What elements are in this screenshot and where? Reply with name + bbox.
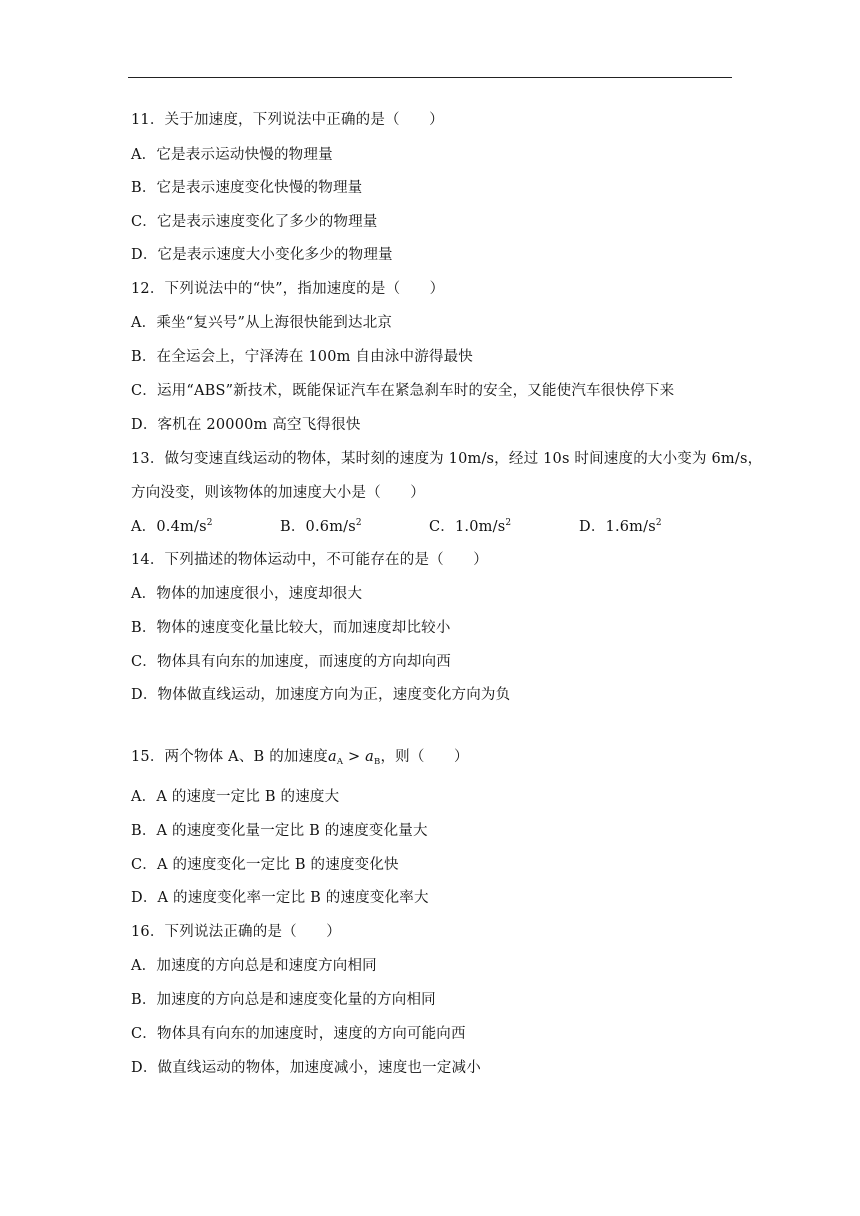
- question-15-option-b: B．A 的速度变化量一定比 B 的速度变化量大: [131, 823, 428, 839]
- question-14-option-c: C．物体具有向东的加速度，而速度的方向却向西: [131, 654, 451, 670]
- question-13-option-a: A．$0.4m/s^2$: [131, 518, 213, 535]
- question-13-option-d: D．$1.6m/s^2$: [579, 518, 662, 535]
- question-13-option-c: C．$1.0m/s^2$: [429, 518, 512, 535]
- question-14-option-b: B．物体的速度变化量比较大，而加速度却比较小: [131, 620, 451, 636]
- question-15-stem-text: 15．两个物体 A、B 的加速度: [131, 749, 328, 765]
- question-11-option-d: D．它是表示速度大小变化多少的物理量: [131, 247, 393, 263]
- question-16-stem: 16．下列说法正确的是（ ）: [131, 924, 341, 940]
- question-13-options-row: [131, 517, 671, 537]
- question-12-stem: 12．下列说法中的“快”，指加速度的是（ ）: [131, 281, 445, 297]
- question-15-stem: [131, 747, 469, 772]
- question-16-option-b: B．加速度的方向总是和速度变化量的方向相同: [131, 992, 436, 1008]
- question-16-option-c: C．物体具有向东的加速度时，速度的方向可能向西: [131, 1026, 466, 1042]
- header-rule: [128, 77, 732, 78]
- question-15-stem-tail: ，则（ ）: [380, 749, 469, 765]
- question-15-math-a: $a_A > a_B$: [328, 749, 381, 767]
- question-11-option-b: B．它是表示速度变化快慢的物理量: [131, 180, 363, 196]
- question-15-option-c: C．A 的速度变化一定比 B 的速度变化快: [131, 857, 399, 873]
- question-16-option-d: D．做直线运动的物体，加速度减小，速度也一定减小: [131, 1060, 481, 1076]
- question-13-stem-line2: 方向没变，则该物体的加速度大小是（ ）: [131, 485, 425, 501]
- question-12-option-b: B．在全运会上，宁泽涛在 100m 自由泳中游得最快: [131, 349, 473, 365]
- question-14-stem: 14．下列描述的物体运动中，不可能存在的是（ ）: [131, 552, 488, 568]
- question-15-option-d: D．A 的速度变化率一定比 B 的速度变化率大: [131, 890, 429, 906]
- question-14-option-a: A．物体的加速度很小，速度却很大: [131, 586, 363, 602]
- question-11-stem: 11．关于加速度，下列说法中正确的是（ ）: [131, 112, 444, 128]
- question-12-option-c: C．运用“ABS”新技术，既能保证汽车在紧急刹车时的安全，又能使汽车很快停下来: [131, 383, 675, 399]
- question-13-option-b: B．$0.6m/s^2$: [280, 518, 362, 535]
- question-11-option-c: C．它是表示速度变化了多少的物理量: [131, 214, 378, 230]
- question-16-option-a: A．加速度的方向总是和速度方向相同: [131, 958, 377, 974]
- question-12-option-d: D．客机在 20000m 高空飞得很快: [131, 417, 361, 433]
- question-11-option-a: A．它是表示运动快慢的物理量: [131, 147, 333, 163]
- question-15-option-a: A．A 的速度一定比 B 的速度大: [131, 789, 340, 805]
- question-13-stem-line1: 13．做匀变速直线运动的物体，某时刻的速度为 10m/s，经过 10s 时间速度的大小变为 6m/s，: [131, 451, 763, 467]
- question-14-option-d: D．物体做直线运动，加速度方向为正，速度变化方向为负: [131, 687, 511, 703]
- question-12-option-a: A．乘坐“复兴号”从上海很快能到达北京: [131, 315, 393, 331]
